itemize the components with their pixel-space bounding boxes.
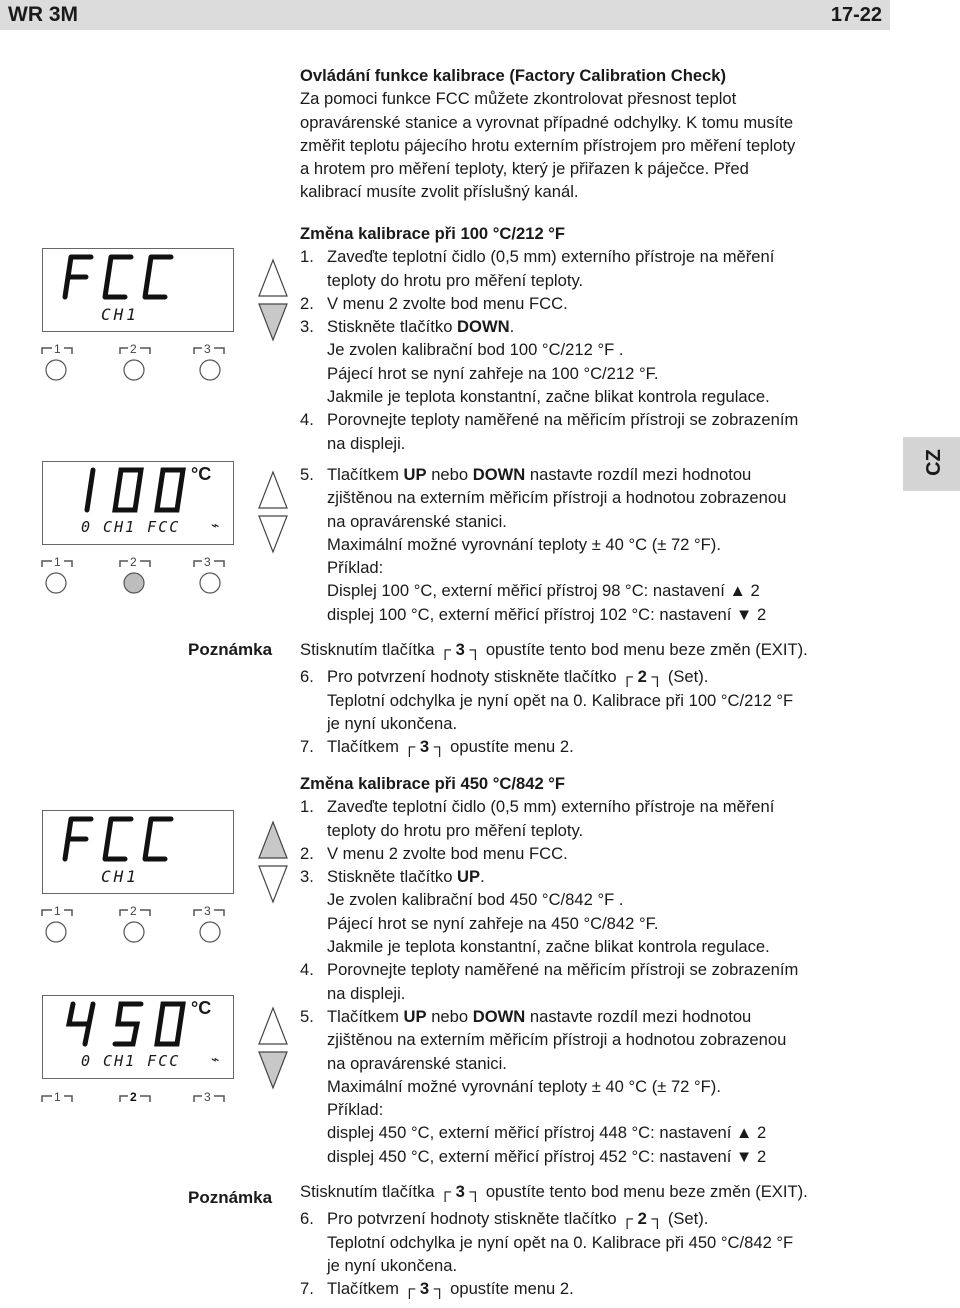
step-6: 6. Pro potvrzení hodnoty stiskněte tlačítko ┌ 2 ┐ (Set). — [300, 667, 709, 687]
intro-line: změřit teplotu pájecího hrotu externím přístrojem pro měření teploty — [300, 135, 796, 155]
button-1[interactable] — [46, 922, 66, 942]
regulation-icon: ⌁ — [211, 517, 220, 533]
step-3-cont: Pájecí hrot se nyní zahřeje na 100 °C/212 °F. — [327, 363, 659, 383]
example-line: displej 100 °C, externí měřicí přístroj 102 °C: nastavení ▼ 2 — [327, 604, 767, 624]
up-arrow-icon[interactable] — [259, 260, 287, 296]
up-down-keys — [256, 1006, 290, 1092]
calibration-450-section — [300, 772, 890, 1301]
down-arrow-icon[interactable] — [259, 1052, 287, 1088]
button-row — [38, 904, 238, 946]
button-row — [38, 1090, 238, 1132]
step-5-cont: zjištěnou na externím měřicím přístroji a hodnotou zobrazenou — [327, 488, 787, 508]
up-down-keys — [256, 258, 290, 344]
step-5: 5. Tlačítkem UP nebo DOWN nastavte rozdíl mezi hodnotou — [300, 1006, 752, 1026]
section-heading: Změna kalibrace při 450 °C/842 °F — [300, 774, 566, 793]
intro-section — [300, 64, 890, 204]
button-2-label: 2 — [130, 904, 137, 918]
up-key-label: UP — [457, 867, 481, 887]
step-6-cont: je nyní ukončena. — [327, 713, 458, 733]
button-row — [38, 555, 238, 597]
step-3: 3. Stiskněte tlačítko UP. — [300, 867, 485, 887]
step-6: 6. Pro potvrzení hodnoty stiskněte tlačítko ┌ 2 ┐ (Set). — [300, 1209, 709, 1229]
example-label: Příklad: — [327, 558, 384, 578]
button-2-pressed[interactable] — [124, 573, 144, 593]
note-label: Poznámka — [188, 1188, 273, 1207]
button-3-label: 3 — [204, 1090, 211, 1104]
button-1-label: 1 — [54, 1090, 61, 1104]
button-3-label: 3 — [204, 342, 211, 356]
button-2[interactable] — [124, 922, 144, 942]
button-2-label: 2 — [130, 1090, 137, 1104]
example-line: displej 450 °C, externí měřicí přístroj 452 °C: nastavení ▼ 2 — [327, 1146, 767, 1166]
regulation-icon: ⌁ — [211, 1051, 220, 1067]
calibration-100-section — [300, 222, 890, 759]
lcd-display — [42, 248, 234, 332]
button-2[interactable] — [124, 360, 144, 380]
example-line: displej 450 °C, externí měřicí přístroj 448 °C: nastavení ▲ 2 — [327, 1123, 767, 1143]
button-2-label: 2 — [130, 555, 137, 569]
section-heading: Změna kalibrace při 100 °C/212 °F — [300, 224, 566, 243]
button-3[interactable] — [200, 360, 220, 380]
down-arrow-icon[interactable] — [259, 304, 287, 340]
up-arrow-icon[interactable] — [259, 472, 287, 508]
step-3-cont: Jakmile je teplota konstantní, začne blikat kontrola regulace. — [327, 387, 770, 407]
intro-heading: Ovládání funkce kalibrace (Factory Calibration Check) — [300, 66, 727, 85]
note-label: Poznámka — [188, 640, 273, 659]
step-1-cont: teploty do hrotu pro měření teploty. — [327, 820, 584, 840]
note-text: Stisknutím tlačítka ┌ 3 ┐ opustíte tento bod menu beze změn (EXIT). — [300, 640, 808, 660]
step-5-cont: na opravárenské stanici. — [327, 1053, 507, 1073]
button-1[interactable] — [46, 573, 66, 593]
seg-sub-text: 0 CH1 FCC — [81, 1052, 181, 1070]
intro-line: opravárenské stanice a vyrovnat případné odchylky. K tomu musíte — [300, 112, 794, 132]
step-4: 4. Porovnejte teploty naměřené na měřicím přístroji se zobrazením — [300, 960, 799, 980]
button-2-label: 2 — [130, 342, 137, 356]
example-line: Displej 100 °C, externí měřicí přístroj 98 °C: nastavení ▲ 2 — [327, 581, 760, 601]
up-arrow-icon[interactable] — [259, 822, 287, 858]
step-1: 1. Zaveďte teplotní čidlo (0,5 mm) externího přístroje na měření — [300, 247, 775, 267]
lcd-display — [42, 995, 234, 1079]
button-1-label: 1 — [54, 342, 61, 356]
button-3-label: 3 — [204, 555, 211, 569]
button-1-label: 1 — [54, 555, 61, 569]
step-5-cont: zjištěnou na externím měřicím přístroji a hodnotou zobrazenou — [327, 1030, 787, 1050]
button-3-label: 3 — [204, 904, 211, 918]
seg-sub-text: 0 CH1 FCC — [81, 518, 181, 536]
step-4-cont: na displeji. — [327, 983, 406, 1003]
example-label: Příklad: — [327, 1100, 384, 1120]
button-3[interactable] — [200, 922, 220, 942]
step-5: 5. Tlačítkem UP nebo DOWN nastavte rozdíl mezi hodnotou — [300, 464, 752, 484]
step-2: 2. V menu 2 zvolte bod menu FCC. — [300, 843, 568, 863]
button-row — [38, 342, 238, 384]
doc-title: WR 3M — [8, 3, 78, 26]
down-key-label: DOWN — [457, 317, 510, 337]
button-1[interactable] — [46, 360, 66, 380]
lcd-display — [42, 810, 234, 894]
language-tab-label: CZ — [922, 449, 945, 476]
step-3-cont: Pájecí hrot se nyní zahřeje na 450 °C/842 °F. — [327, 913, 659, 933]
language-tab[interactable] — [903, 437, 960, 491]
page-header — [0, 0, 890, 30]
step-3-cont: Jakmile je teplota konstantní, začne blikat kontrola regulace. — [327, 937, 770, 957]
seg-sub-text: CH1 — [101, 867, 139, 886]
step-7: 7. Tlačítkem ┌ 3 ┐ opustíte menu 2. — [300, 1279, 574, 1299]
step-4-cont: na displeji. — [327, 433, 406, 453]
up-down-keys — [256, 820, 290, 906]
button-1-label: 1 — [54, 904, 61, 918]
step-3: 3. Stiskněte tlačítko DOWN. — [300, 317, 515, 337]
page-number: 17-22 — [830, 4, 882, 26]
lcd-display — [42, 461, 234, 545]
step-5-cont: na opravárenské stanici. — [327, 511, 507, 531]
intro-line: a hrotem pro měření teploty, který je přiřazen k páječce. Před — [300, 159, 749, 179]
step-3-cont: Je zvolen kalibrační bod 450 °C/842 °F . — [327, 890, 624, 910]
step-1-cont: teploty do hrotu pro měření teploty. — [327, 270, 584, 290]
intro-line: Za pomoci funkce FCC můžete zkontrolovat přesnost teplot — [300, 89, 737, 109]
step-7: 7. Tlačítkem ┌ 3 ┐ opustíte menu 2. — [300, 737, 574, 757]
step-5-cont: Maximální možné vyrovnání teploty ± 40 °C (± 72 °F). — [327, 534, 721, 554]
step-2: 2. V menu 2 zvolte bod menu FCC. — [300, 293, 568, 313]
up-down-keys — [256, 470, 290, 556]
unit-label: °C — [191, 998, 212, 1018]
step-5-cont: Maximální možné vyrovnání teploty ± 40 °C (± 72 °F). — [327, 1076, 721, 1096]
unit-label: °C — [191, 464, 212, 484]
seg-sub-text: CH1 — [101, 305, 139, 324]
button-3[interactable] — [200, 573, 220, 593]
step-6-cont: Teplotní odchylka je nyní opět na 0. Kalibrace při 100 °C/212 °F — [327, 690, 794, 710]
step-6-cont: Teplotní odchylka je nyní opět na 0. Kalibrace při 450 °C/842 °F — [327, 1232, 794, 1252]
step-4: 4. Porovnejte teploty naměřené na měřicím přístroji se zobrazením — [300, 410, 799, 430]
step-3-cont: Je zvolen kalibrační bod 100 °C/212 °F . — [327, 340, 624, 360]
note-text: Stisknutím tlačítka ┌ 3 ┐ opustíte tento bod menu beze změn (EXIT). — [300, 1182, 808, 1202]
intro-line: kalibrací musíte zvolit příslušný kanál. — [300, 182, 579, 202]
step-6-cont: je nyní ukončena. — [327, 1255, 458, 1275]
down-arrow-icon[interactable] — [259, 516, 287, 552]
down-arrow-icon[interactable] — [259, 866, 287, 902]
step-1: 1. Zaveďte teplotní čidlo (0,5 mm) externího přístroje na měření — [300, 797, 775, 817]
up-arrow-icon[interactable] — [259, 1008, 287, 1044]
